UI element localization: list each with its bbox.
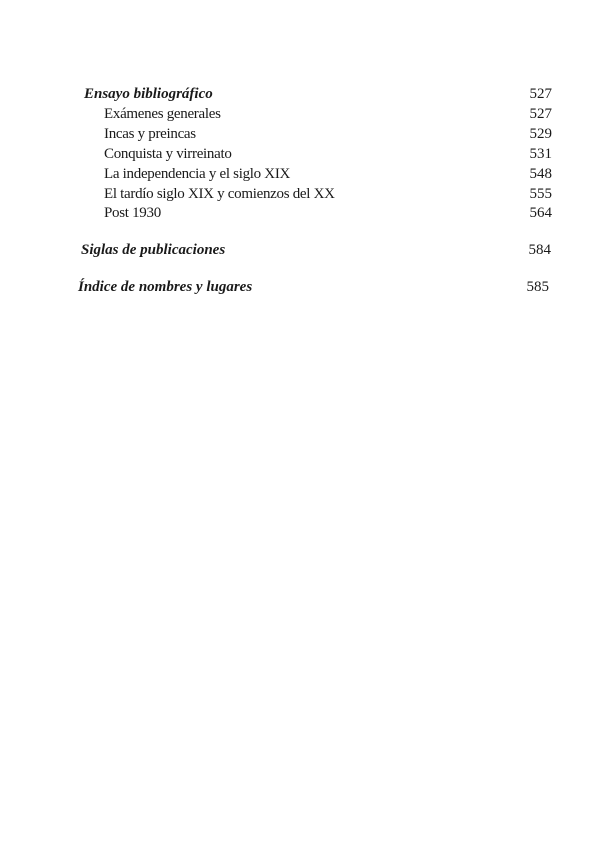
toc-subentry-title: La independencia y el siglo XIX bbox=[104, 166, 291, 182]
toc-entry-siglas-de-publicaciones bbox=[81, 240, 551, 260]
toc-entry-title: Siglas de publicaciones bbox=[81, 242, 226, 258]
toc-entry-page: 527 bbox=[529, 86, 552, 102]
toc-subentry-page: 531 bbox=[529, 146, 552, 162]
toc-subentry-page: 564 bbox=[529, 205, 552, 221]
toc-subentry-page: 548 bbox=[529, 166, 552, 182]
toc-subentry-title: Incas y preincas bbox=[104, 126, 196, 142]
toc-subentry-title: Conquista y virreinato bbox=[104, 146, 232, 162]
toc-subentry-title: Post 1930 bbox=[104, 205, 161, 221]
toc-entry-title: Índice de nombres y lugares bbox=[78, 279, 253, 295]
toc-entry-page: 584 bbox=[528, 242, 551, 258]
toc-subentry-title: Exámenes generales bbox=[104, 106, 221, 122]
toc-subentry-examenes-generales bbox=[104, 104, 552, 124]
toc-subentry-conquista-y-virreinato bbox=[104, 144, 552, 164]
toc-subentry-page: 555 bbox=[529, 186, 552, 202]
toc-entry-title: Ensayo bibliográfico bbox=[84, 86, 213, 102]
toc-subentry-page: 529 bbox=[529, 126, 552, 142]
toc-subentry-page: 527 bbox=[529, 106, 552, 122]
toc-subentry-post-1930 bbox=[104, 203, 552, 223]
toc-subentry-incas-y-preincas bbox=[104, 124, 552, 144]
toc-entry-ensayo-bibliografico bbox=[84, 84, 552, 104]
toc-subentry-title: El tardío siglo XIX y comienzos del XX bbox=[104, 186, 335, 202]
toc-subentry-la-independencia bbox=[104, 164, 552, 184]
toc-entry-page: 585 bbox=[526, 279, 549, 295]
toc-subentry-el-tardio-siglo-xix bbox=[104, 184, 552, 204]
toc-entry-indice-de-nombres bbox=[78, 277, 549, 297]
